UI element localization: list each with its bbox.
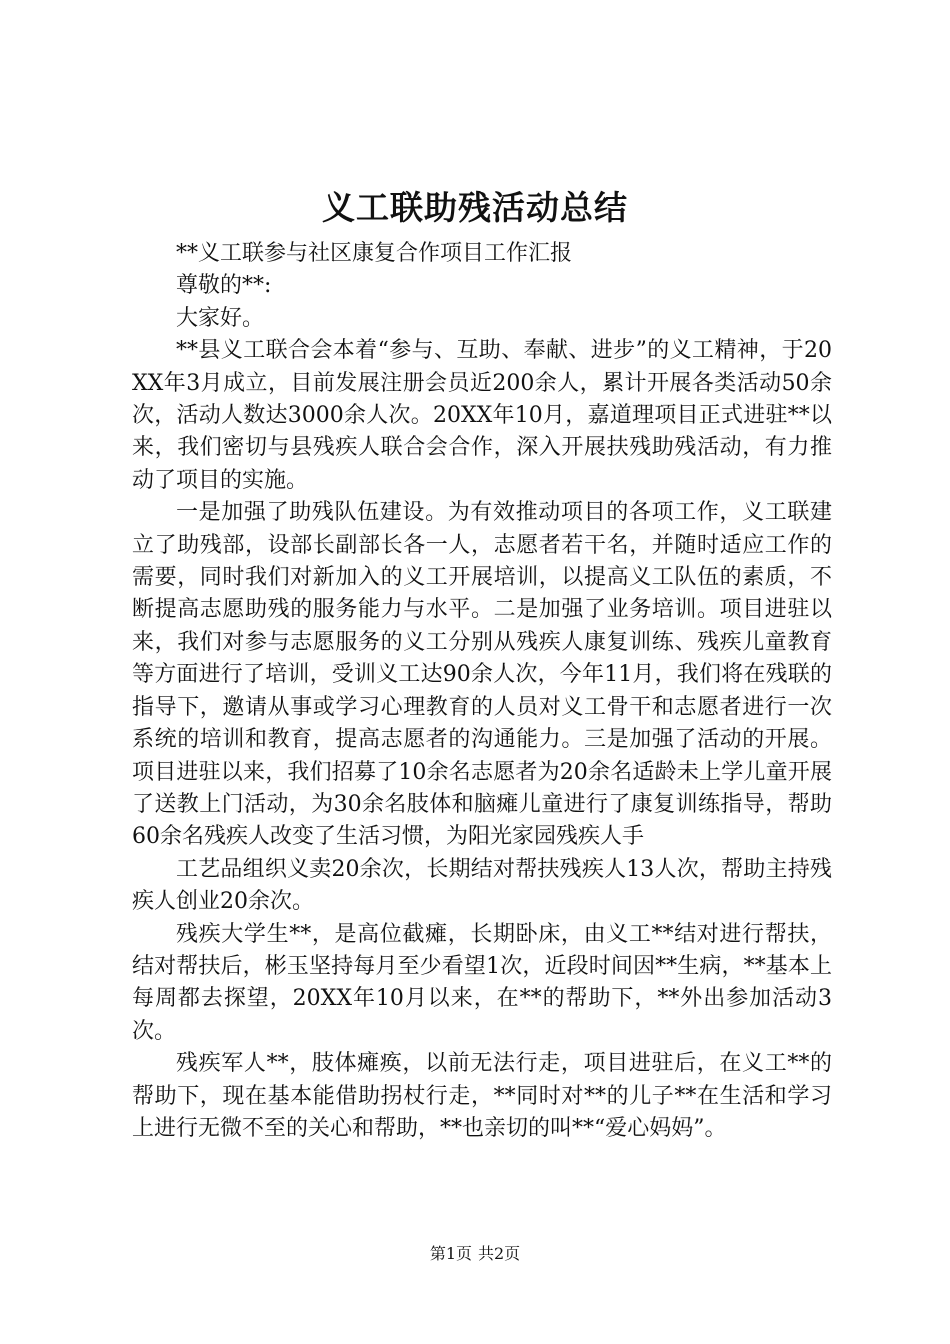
paragraph-salutation: 尊敬的**: [176,273,272,299]
document-title: 义工联助残活动总结 [322,188,628,227]
page-number: 第1页 [429,1244,472,1263]
paragraph-handicraft: 工艺品组织义卖20余次，长期结对帮扶残疾人13人次，帮助主持残疾人创业20余次。 [132,856,832,915]
paragraph-greeting: 大家好。 [176,305,265,331]
paragraph-subtitle: **义工联参与社区康复合作项目工作汇报 [176,241,573,266]
document-body [132,238,832,1145]
page-footer [0,1243,950,1265]
paragraph-student-case: 残疾大学生**，是高位截瘫，长期卧床，由义工**结对进行帮扶，结对帮扶后，彬玉坚持每月至少看望1次，近段时间因**生病，**基本上每周都去探望，20XX年10月以来，在**的帮助下，**外出参加活动3次。 [132,921,832,1044]
page-total: 共2页 [478,1244,521,1263]
paragraph-work-summary: 一是加强了助残队伍建设。为有效推动项目的各项工作，义工联建立了助残部，设部长副部长各一人，志愿者若干名，并随时适应工作的需要，同时我们对新加入的义工开展培训，以提高义工队伍的素质，不断提高志愿助残的服务能力与水平。二是加强了业务培训。项目进驻以来，我们对参与志愿服务的义工分别从残疾人康复训练、残疾儿童教育等方面进行了培训，受训义工达90余人次，今年11月，我们将在残联的指导下，邀请从事或学习心理教育的人员对义工骨干和志愿者进行一次系统的培训和教育，提高志愿者的沟通能力。三是加强了活动的开展。项目进驻以来，我们招募了10余名志愿者为20余名适龄未上学儿童开展了送教上门活动，为30余名肢体和脑瘫儿童进行了康复训练指导，帮助60余名残疾人改变了生活习惯，为阳光家园残疾人手 [132,500,832,850]
paragraph-intro: **县义工联合会本着“参与、互助、奉献、进步”的义工精神，于20XX年3月成立，目前发展注册会员近200余人，累计开展各类活动50余次，活动人数达3000余人次。20XX年10月，嘉道理项目正式进驻**以来，我们密切与县残疾人联合会合作，深入开展扶残助残活动，有力推动了项目的实施。 [132,338,832,493]
paragraph-veteran-case: 残疾军人**，肢体瘫痪，以前无法行走，项目进驻后，在义工**的帮助下，现在基本能借助拐杖行走，**同时对**的儿子**在生活和学习上进行无微不至的关心和帮助，**也亲切的叫**“爱心妈妈”。 [132,1051,832,1141]
